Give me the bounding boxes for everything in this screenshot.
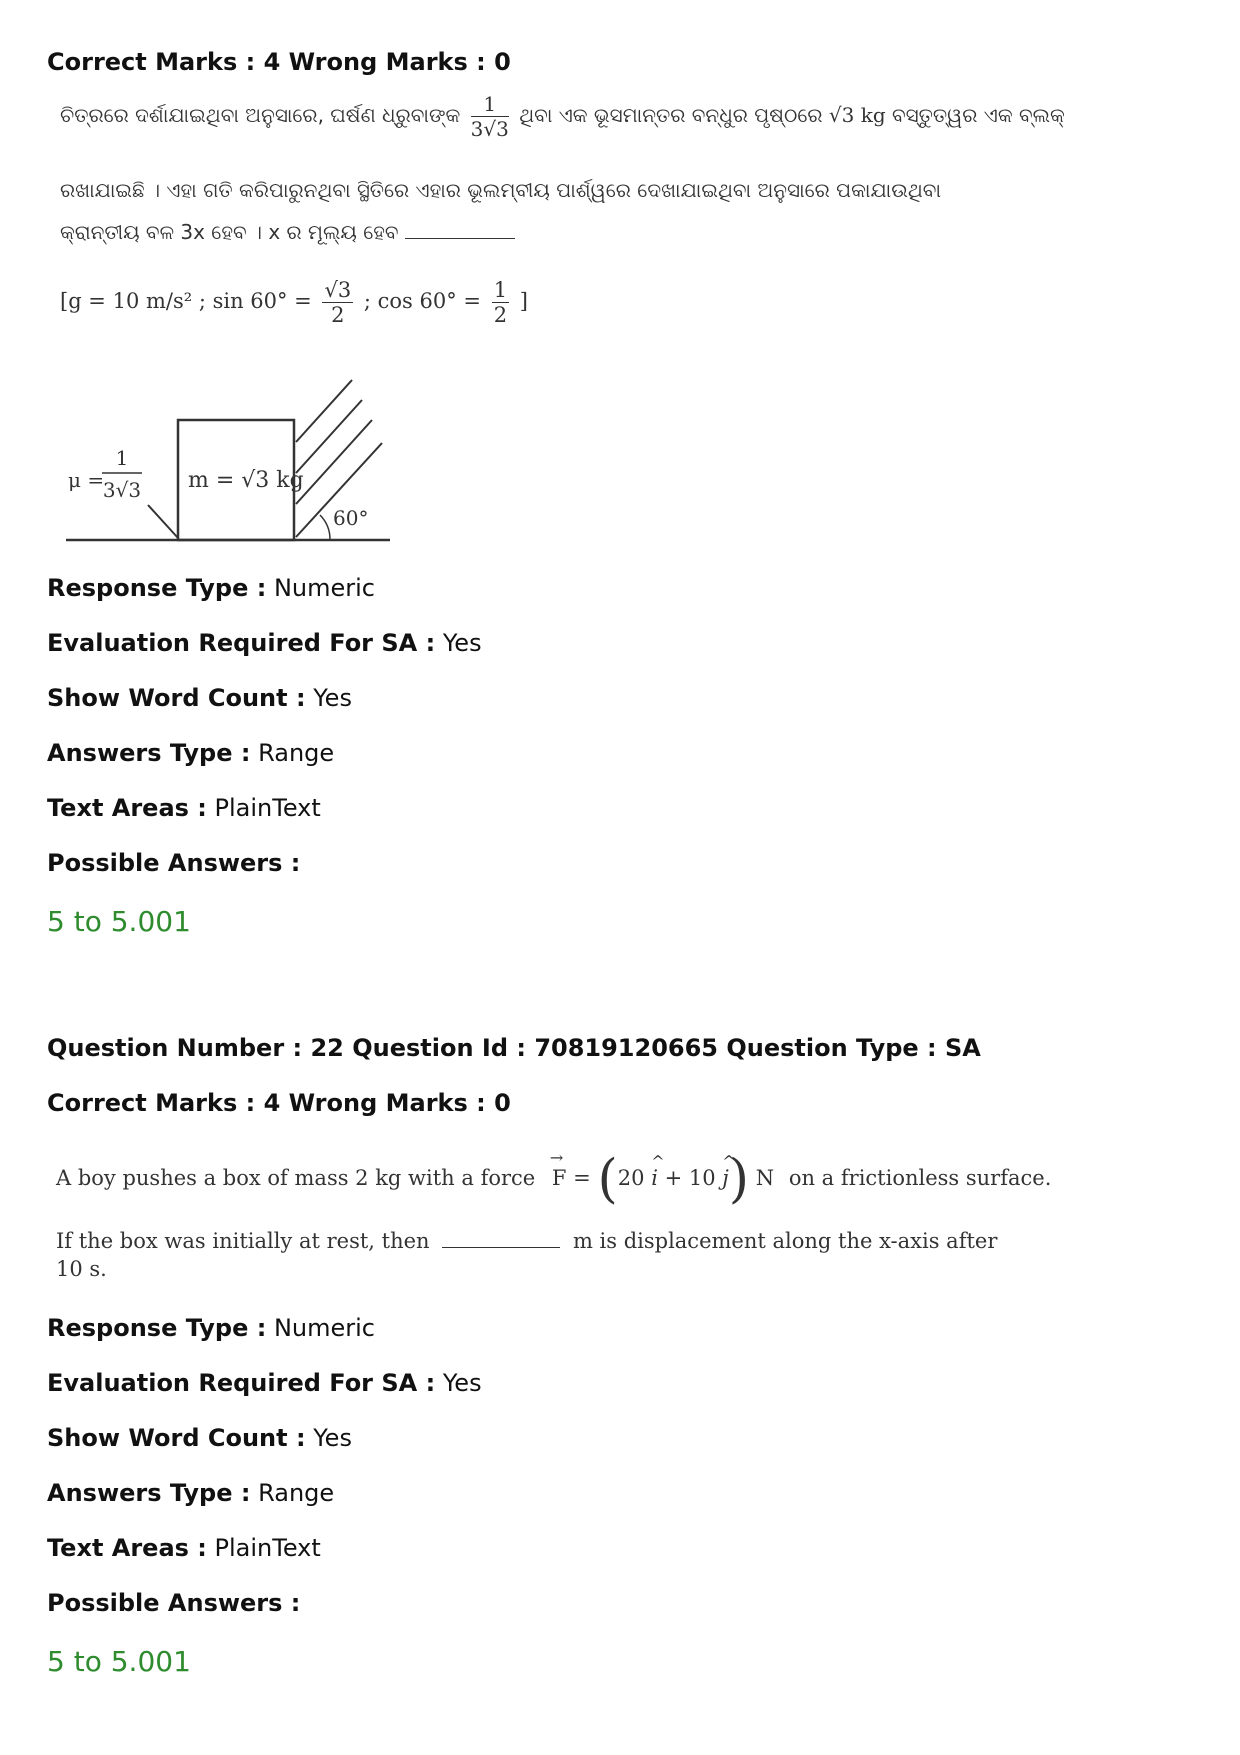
- q21-given-values: [60, 278, 528, 327]
- q22-header: Question Number : 22 Question Id : 70819120665 Question Type : SA: [47, 1034, 981, 1062]
- q22-eval-required: [47, 1368, 482, 1398]
- mu-numerator: 1: [115, 446, 129, 470]
- mu-denominator: 3√3: [102, 478, 142, 502]
- word-count-value: Yes: [313, 684, 352, 712]
- given-text: ; cos 60° =: [363, 289, 482, 313]
- j-coefficient: + 10: [664, 1166, 716, 1190]
- q22-text-line1: [56, 1149, 1052, 1210]
- cos60-fraction: [492, 278, 509, 327]
- q21-odia-line1: [60, 92, 1065, 141]
- answers-type-label: Answers Type :: [47, 739, 251, 767]
- frac-denominator: 3√3: [470, 117, 509, 141]
- q21-possible-answer: 5 to 5.001: [47, 905, 191, 938]
- word-count-label: Show Word Count :: [47, 684, 306, 712]
- answer-blank: [405, 238, 515, 239]
- q21-mass-value: √3 kg: [828, 103, 886, 127]
- q21-odia-line2: ରଖାଯାଇଛି । ଏହା ଗତି କରିପାରୁନଥିବା ସ୍ଥିତିରେ ଏହାର ଭୂଲମ୍ବୀୟ ପାର୍ଶ୍ୱରେ ଦେଖାଯାଇଥିବା ଅନୁସାରେ ପକାଯାଉଥିବା: [60, 178, 942, 202]
- q22-answers-type: [47, 1478, 334, 1508]
- right-paren: ): [728, 1149, 750, 1210]
- q21-marks: Correct Marks : 4 Wrong Marks : 0: [47, 48, 511, 76]
- q21-text-areas: [47, 793, 321, 823]
- i-unit-vector: ^ i: [651, 1150, 658, 1206]
- q21-odia-text: କ୍ରାନ୍ତୀୟ ବଳ 3x ହେବ । x ର ମୂଲ୍ୟ ହେବ: [60, 220, 399, 244]
- q21-eval-required: [47, 628, 482, 658]
- angle-arc: [320, 515, 330, 540]
- q21-odia-text: ଚିତ୍ରରେ ଦର୍ଶାଯାଇଥିବା ଅନୁସାରେ, ଘର୍ଷଣ ଧ୍ରୁବାଙ୍କ: [60, 103, 461, 127]
- answers-type-value: Range: [258, 1479, 335, 1507]
- eval-value: Yes: [442, 1369, 482, 1397]
- q22-word-count: [47, 1423, 352, 1453]
- q21-answers-type: [47, 738, 334, 768]
- q22-marks: Correct Marks : 4 Wrong Marks : 0: [47, 1089, 511, 1117]
- given-text: ]: [519, 289, 528, 313]
- q22-text: A boy pushes a box of mass 2 kg with a force: [56, 1166, 536, 1190]
- word-count-label: Show Word Count :: [47, 1424, 306, 1452]
- q22-text: If the box was initially at rest, then: [56, 1229, 430, 1253]
- answers-type-value: Range: [258, 739, 335, 767]
- sin60-fraction: [322, 278, 353, 327]
- q22-possible-answer: 5 to 5.001: [47, 1645, 191, 1678]
- q21-possible-label: Possible Answers :: [47, 849, 301, 877]
- given-text: [g = 10 m/s² ; sin 60° =: [60, 289, 312, 313]
- response-type-label: Response Type :: [47, 1314, 267, 1342]
- response-type-value: Numeric: [273, 574, 375, 602]
- eval-label: Evaluation Required For SA :: [47, 629, 436, 657]
- j-unit-vector: ^ j: [722, 1150, 729, 1206]
- mass-label: m = √3 kg: [188, 468, 304, 493]
- q22-possible-label: Possible Answers :: [47, 1589, 301, 1617]
- q21-odia-text: ବସ୍ତୁତ୍ୱର ଏକ ବ୍ଲକ୍: [891, 103, 1065, 127]
- frac-numerator: √3: [324, 278, 352, 302]
- q22-text-line2: [56, 1228, 997, 1254]
- i-coefficient: 20: [617, 1166, 645, 1190]
- answers-type-label: Answers Type :: [47, 1479, 251, 1507]
- q22-text-areas: [47, 1533, 321, 1563]
- mu-pointer: [148, 505, 178, 538]
- text-areas-label: Text Areas :: [47, 794, 207, 822]
- text-areas-value: PlainText: [214, 794, 321, 822]
- text-areas-value: PlainText: [214, 1534, 321, 1562]
- force-vector: → F: [552, 1150, 567, 1206]
- answer-blank: [442, 1247, 560, 1248]
- left-paren: (: [597, 1149, 618, 1210]
- q22-text: on a frictionless surface.: [788, 1166, 1052, 1190]
- newton-unit: N: [755, 1166, 775, 1190]
- q21-odia-text: ଥିବା ଏକ ଭୂସମାନ୍ତର ବନ୍ଧୁର ପୃଷ୍ଠରେ: [519, 103, 823, 127]
- eval-value: Yes: [442, 629, 482, 657]
- response-type-value: Numeric: [273, 1314, 375, 1342]
- text-areas-label: Text Areas :: [47, 1534, 207, 1562]
- frac-denominator: 2: [493, 303, 508, 327]
- q21-odia-line3: [60, 220, 515, 244]
- friction-fraction: [471, 92, 509, 141]
- block-diagram: [60, 375, 400, 550]
- q22-text: m is displacement along the x-axis after: [572, 1229, 998, 1253]
- frac-numerator: 1: [471, 92, 509, 117]
- q21-word-count: [47, 683, 352, 713]
- q22-response-type: [47, 1313, 375, 1343]
- frac-numerator: 1: [493, 278, 508, 302]
- frac-denominator: 2: [331, 303, 345, 327]
- word-count-value: Yes: [313, 1424, 352, 1452]
- q21-response-type: [47, 573, 375, 603]
- eval-label: Evaluation Required For SA :: [47, 1369, 436, 1397]
- equals-sign: =: [573, 1166, 591, 1190]
- response-type-label: Response Type :: [47, 574, 267, 602]
- mu-label: μ =: [68, 468, 105, 492]
- q22-text-line3: 10 s.: [56, 1257, 107, 1281]
- angle-label: 60°: [333, 506, 369, 530]
